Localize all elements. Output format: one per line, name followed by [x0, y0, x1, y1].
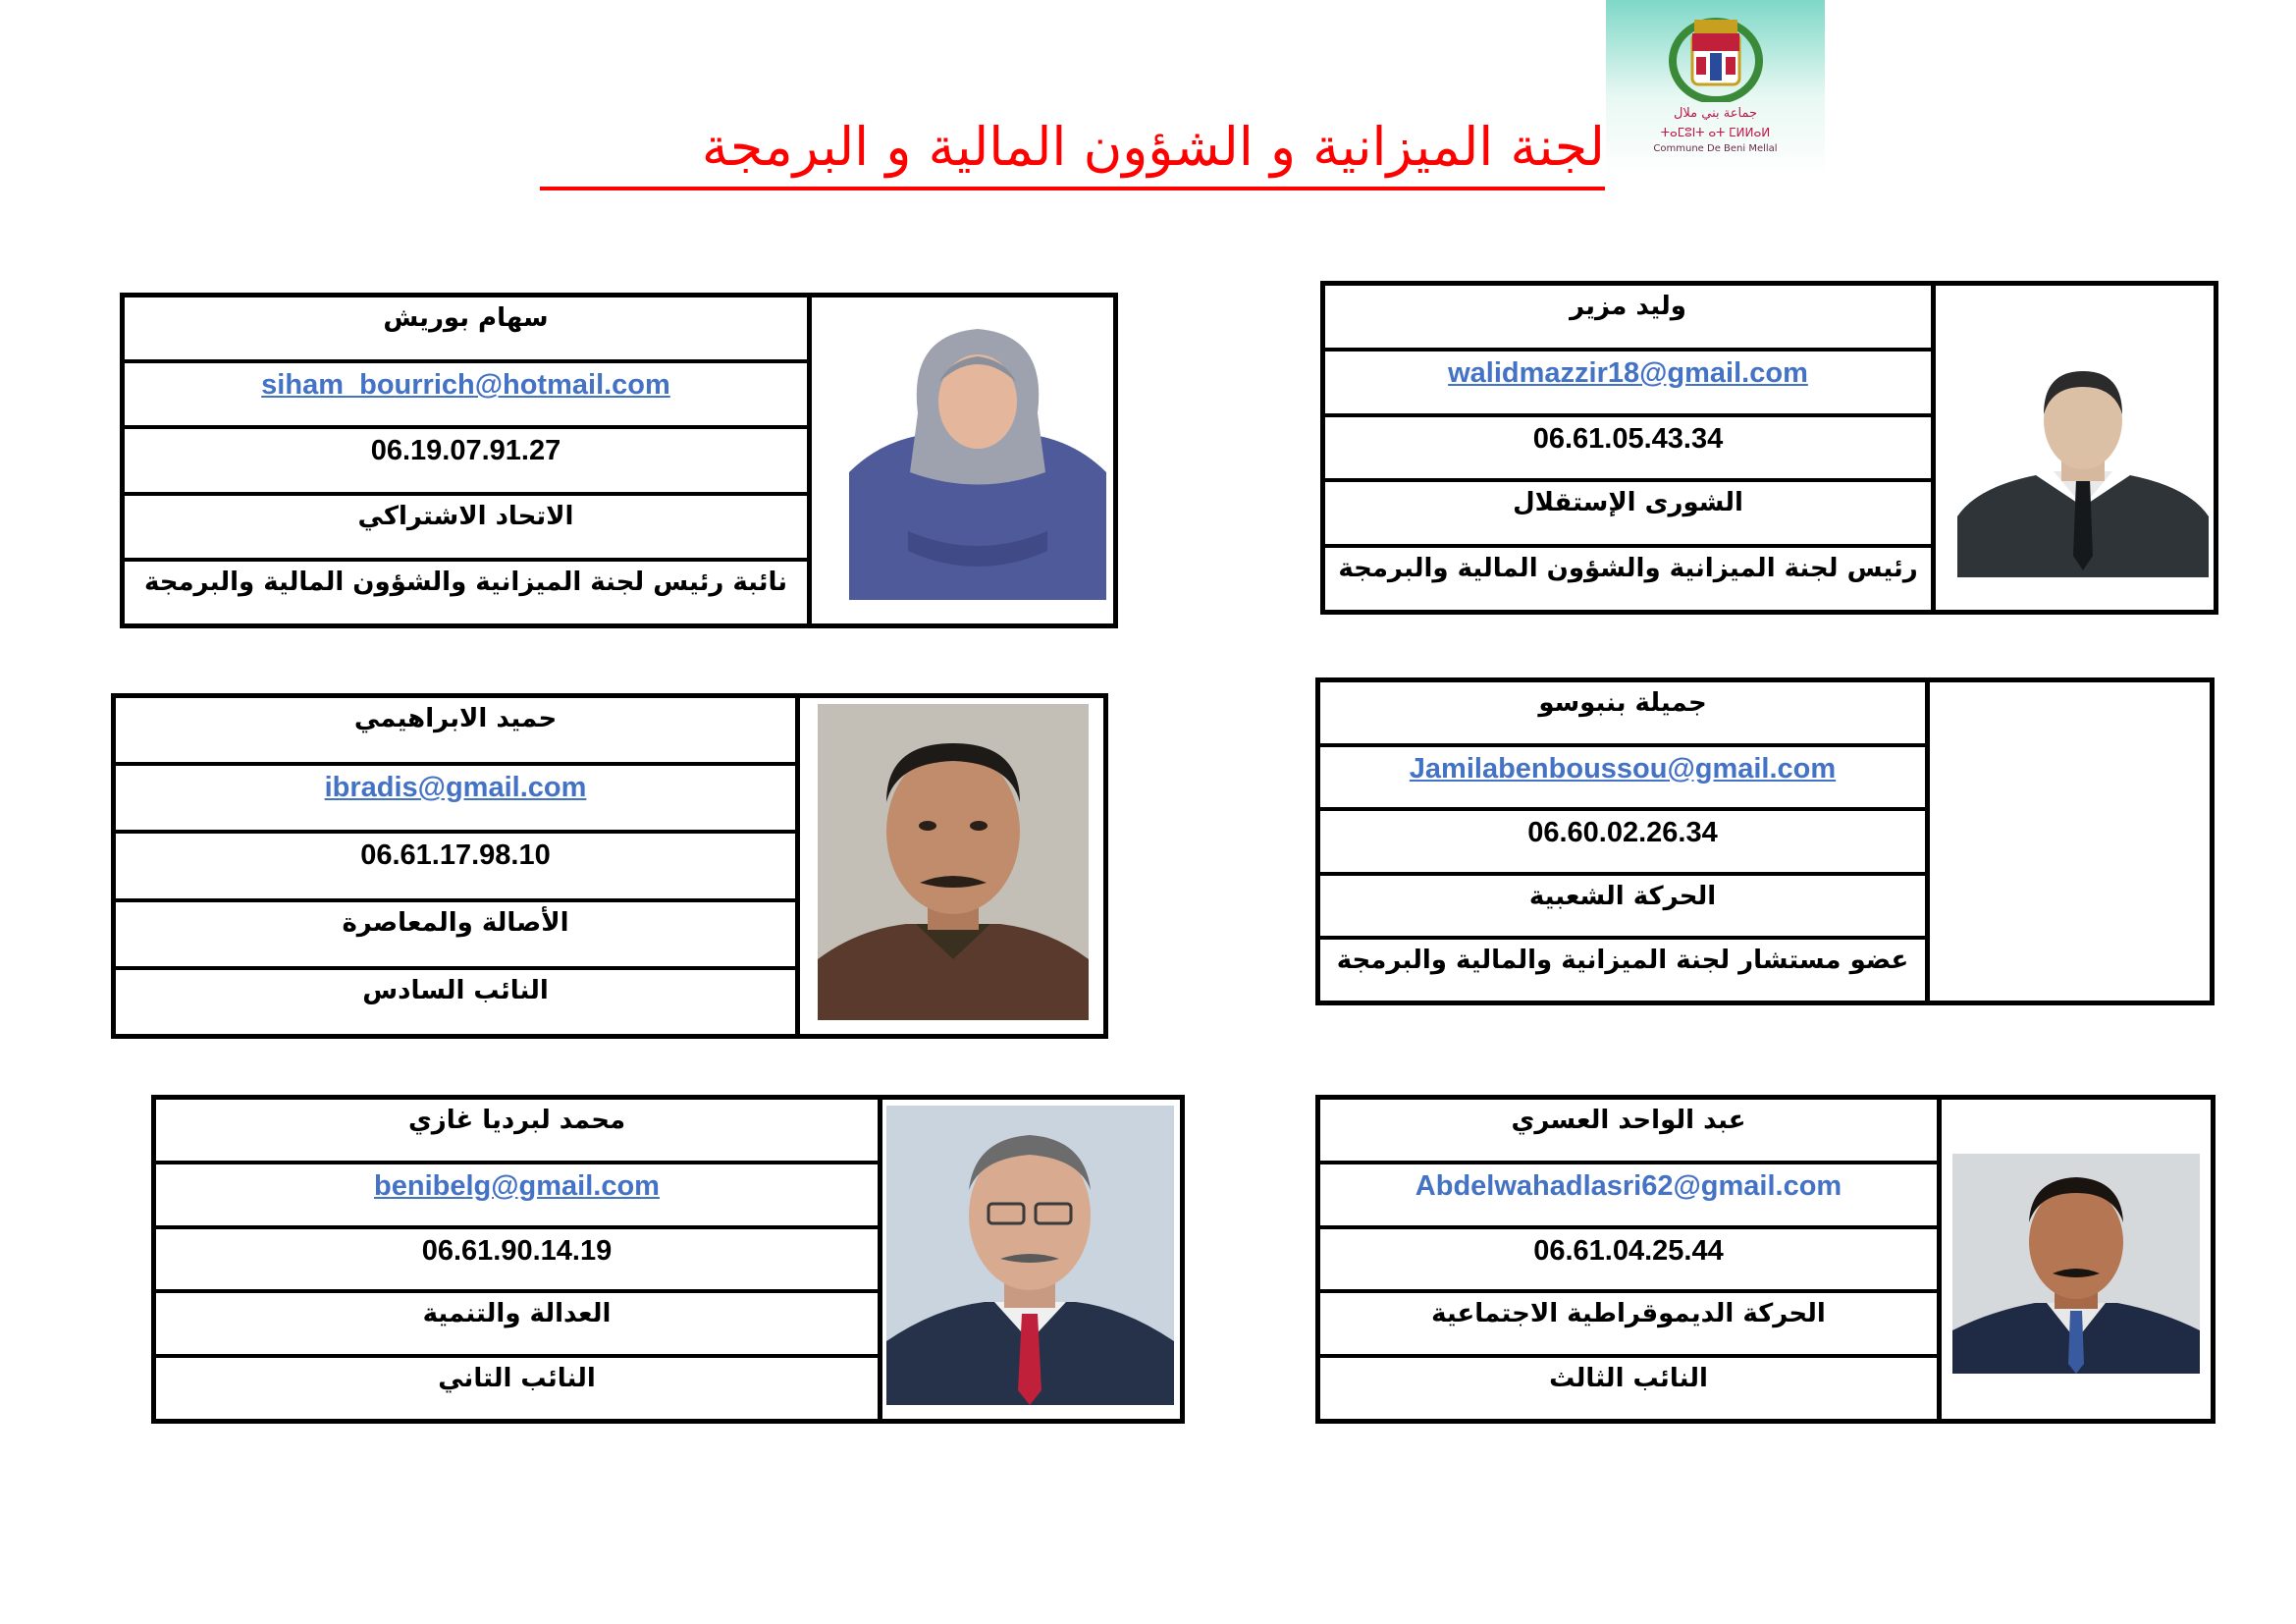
member-role: النائب الثالث: [1549, 1364, 1708, 1394]
email-link[interactable]: walidmazzir18@gmail.com: [1448, 356, 1808, 389]
member-party: الاتحاد الاشتراكي: [125, 496, 807, 562]
member-photo: [882, 1100, 1180, 1419]
coat-of-arms-icon: [1665, 8, 1767, 102]
member-name: وليد مزير: [1325, 286, 1931, 352]
member-role: نائبة رئيس لجنة الميزانية والشؤون المالية والبرمجة: [143, 567, 788, 597]
email-link[interactable]: siham_bourrich@hotmail.com: [261, 369, 670, 402]
member-party: الشورى الإستقلال: [1325, 482, 1931, 548]
member-card: [1315, 677, 2215, 1005]
person-silhouette-icon: [1957, 369, 2209, 577]
member-card: [120, 293, 1118, 628]
woman-portrait-icon: [849, 325, 1106, 600]
email-link[interactable]: Jamilabenboussou@gmail.com: [1409, 752, 1837, 785]
member-email[interactable]: [1325, 352, 1931, 417]
member-role: رئيس لجنة الميزانية والشؤون المالية والبرمجة: [1338, 554, 1918, 584]
man-portrait-icon: [818, 704, 1089, 1020]
member-name: عبد الواحد العسري: [1320, 1100, 1937, 1164]
member-card: [1320, 281, 2218, 615]
email-link[interactable]: benibelg@gmail.com: [374, 1169, 660, 1202]
member-role: النائب السادس: [362, 975, 549, 1005]
member-email[interactable]: [1320, 1164, 1937, 1229]
man-portrait-icon: [886, 1106, 1174, 1405]
member-email[interactable]: [116, 766, 795, 834]
member-party: الحركة الشعبية: [1320, 876, 1925, 941]
member-email[interactable]: [1320, 747, 1925, 812]
member-name: سهام بوريش: [125, 298, 807, 363]
member-card: [151, 1095, 1185, 1424]
member-phone: 06.61.17.98.10: [116, 834, 795, 901]
member-card: [1315, 1095, 2216, 1424]
member-email[interactable]: [125, 363, 807, 429]
member-card: [111, 693, 1108, 1039]
member-photo: [1936, 286, 2214, 610]
logo-tifinagh-text: ⵜⴰⵎⵓⵏⵜ ⴰⵜ ⵎⵍⵍⴰⵍ: [1660, 126, 1771, 139]
member-photo: [800, 698, 1103, 1034]
member-party: العدالة والتنمية: [156, 1293, 878, 1358]
member-email[interactable]: [156, 1164, 878, 1229]
member-phone: 06.61.04.25.44: [1320, 1229, 1937, 1294]
page-title: لجنة الميزانية و الشؤون المالية و البرمجة: [540, 108, 1605, 190]
logo-arabic-text: جماعة بني ملال: [1673, 106, 1758, 121]
member-photo: [812, 298, 1113, 623]
municipality-logo: [1606, 0, 1825, 177]
email-link[interactable]: ibradis@gmail.com: [324, 772, 587, 804]
member-photo: [1942, 1100, 2211, 1419]
member-phone: 06.61.90.14.19: [156, 1229, 878, 1294]
member-photo-empty: [1930, 682, 2210, 1001]
member-phone: 06.19.07.91.27: [125, 429, 807, 495]
member-phone: 06.60.02.26.34: [1320, 811, 1925, 876]
member-name: محمد لبرديا غازي: [156, 1100, 878, 1164]
member-name: جميلة بنبوسو: [1320, 682, 1925, 747]
member-party: الأصالة والمعاصرة: [116, 902, 795, 970]
member-name: حميد الابراهيمي: [116, 698, 795, 766]
member-phone: 06.61.05.43.34: [1325, 417, 1931, 483]
logo-french-text: Commune De Beni Mellal: [1653, 143, 1778, 154]
member-role: النائب التاني: [438, 1364, 596, 1394]
man-portrait-icon: [1952, 1154, 2200, 1374]
email-text[interactable]: Abdelwahadlasri62@gmail.com: [1415, 1169, 1842, 1202]
member-role: عضو مستشار لجنة الميزانية والمالية والبرمجة: [1336, 946, 1909, 976]
member-party: الحركة الديموقراطية الاجتماعية: [1320, 1293, 1937, 1358]
